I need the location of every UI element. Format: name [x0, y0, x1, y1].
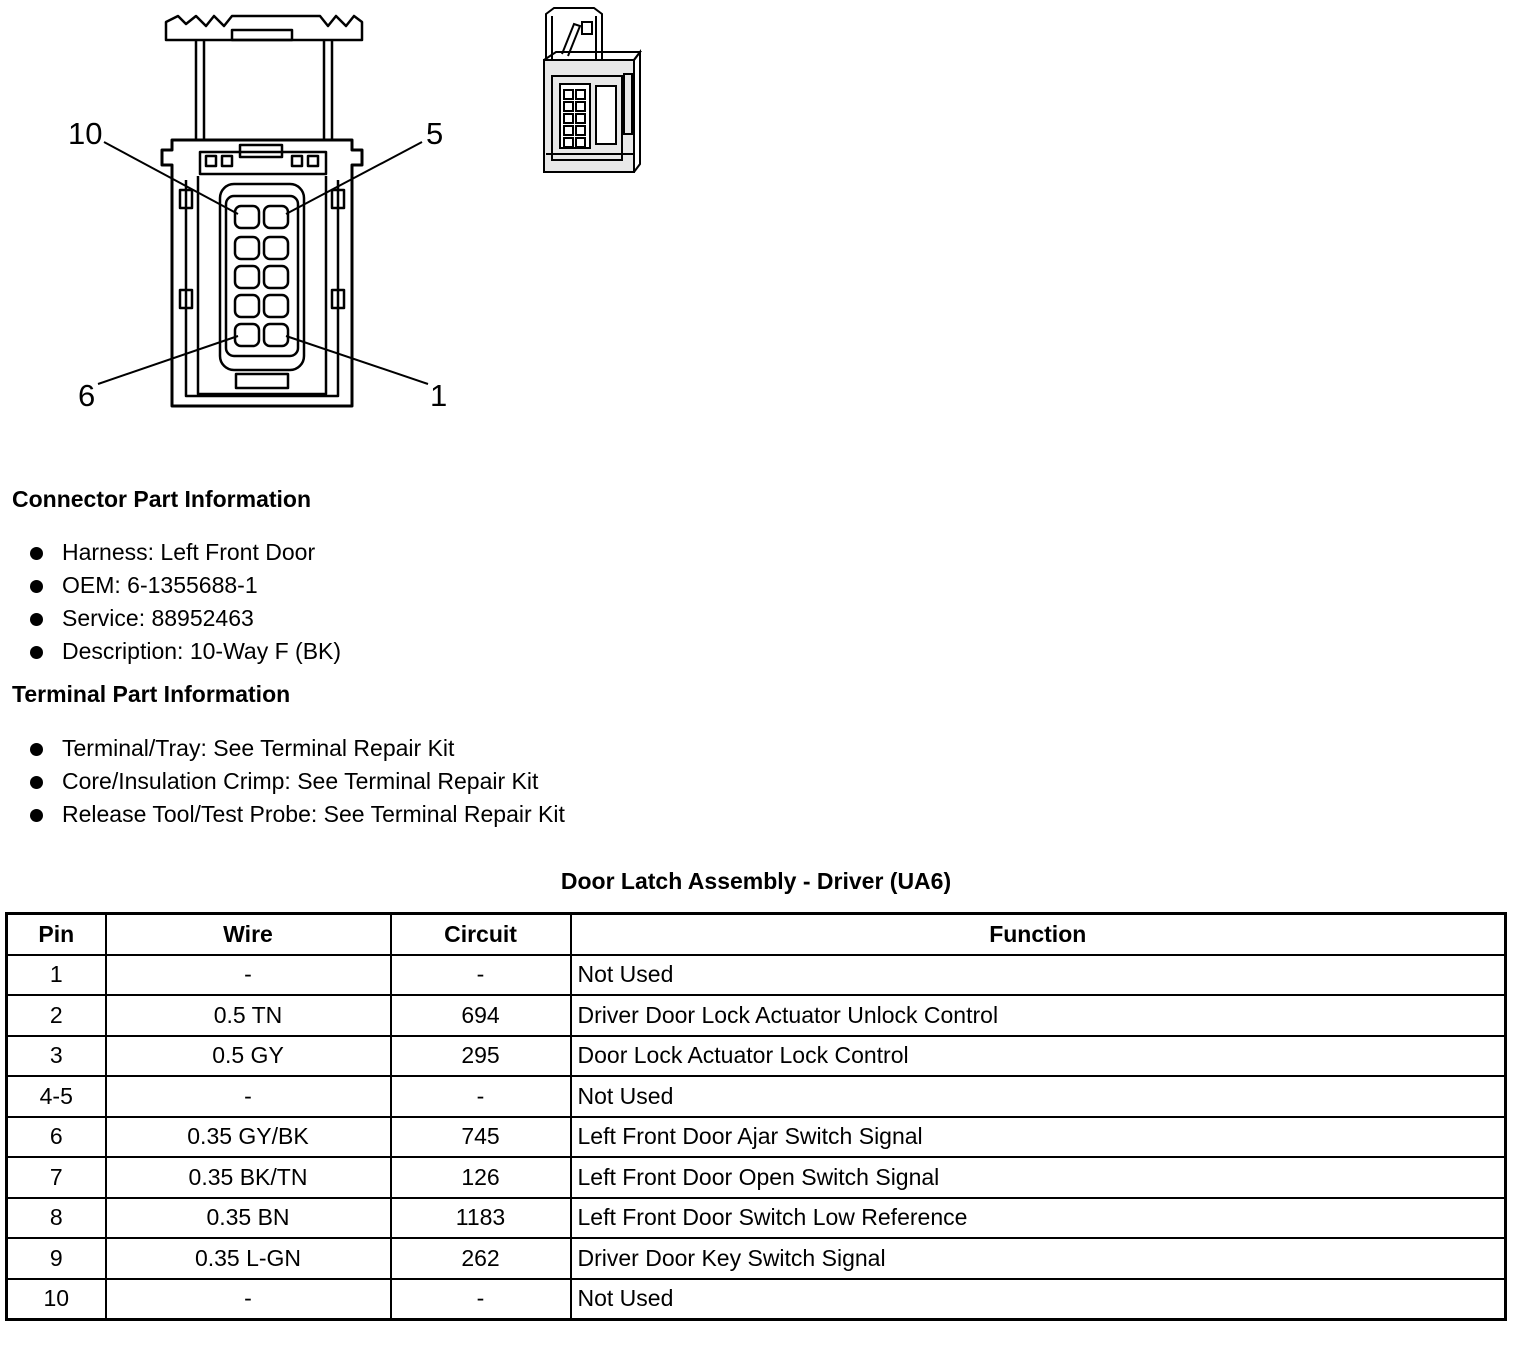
list-item: Terminal/Tray: See Terminal Repair Kit [28, 732, 565, 765]
connector-face-diagram [0, 0, 470, 420]
wire-cell: 0.35 BK/TN [106, 1157, 391, 1198]
wire-cell: 0.5 TN [106, 995, 391, 1036]
circuit-cell: - [391, 1076, 571, 1117]
function-cell: Left Front Door Open Switch Signal [571, 1157, 1506, 1198]
connector-latch [166, 16, 362, 40]
bullet-icon [30, 809, 43, 822]
bullet-icon [30, 776, 43, 789]
pin-label-10: 10 [68, 116, 103, 151]
pin-label-1: 1 [430, 378, 448, 413]
list-item: Harness: Left Front Door [28, 536, 341, 569]
circuit-cell: - [391, 1279, 571, 1320]
function-cell: Door Lock Actuator Lock Control [571, 1036, 1506, 1077]
table-row [7, 1279, 1506, 1320]
cavity-8 [235, 266, 259, 288]
connector-info-list [28, 536, 341, 668]
cavity-7 [235, 295, 259, 317]
circuit-cell: - [391, 955, 571, 996]
circuit-cell: 694 [391, 995, 571, 1036]
cavity-9 [235, 237, 259, 259]
function-cell: Not Used [571, 955, 1506, 996]
table-header-row [7, 914, 1506, 955]
table-row [7, 1117, 1506, 1158]
table-title: Door Latch Assembly - Driver (UA6) [560, 868, 952, 894]
cavity-10 [235, 206, 259, 228]
cavity-6 [235, 324, 259, 346]
bullet-icon [30, 580, 43, 593]
cavity-1 [264, 324, 288, 346]
pin-cell: 6 [7, 1117, 106, 1158]
circuit-cell: 295 [391, 1036, 571, 1077]
table-row [7, 995, 1506, 1036]
pin-cell: 2 [7, 995, 106, 1036]
pin-cell: 9 [7, 1238, 106, 1279]
wire-cell: - [106, 955, 391, 996]
connector-housing [162, 140, 362, 406]
wire-cell: 0.5 GY [106, 1036, 391, 1077]
table-row [7, 955, 1506, 996]
table-row [7, 1238, 1506, 1279]
wire-cell: - [106, 1076, 391, 1117]
header-circuit: Circuit [391, 914, 571, 955]
bullet-icon [30, 613, 43, 626]
terminal-cavities [235, 206, 288, 346]
terminal-info-list [28, 732, 565, 831]
function-cell: Driver Door Lock Actuator Unlock Control [571, 995, 1506, 1036]
list-item: Core/Insulation Crimp: See Terminal Repair Kit [28, 765, 565, 798]
pin-cell: 7 [7, 1157, 106, 1198]
pin-cell: 3 [7, 1036, 106, 1077]
connector-thumbnail [540, 4, 650, 174]
table-row [7, 1076, 1506, 1117]
function-cell: Left Front Door Switch Low Reference [571, 1198, 1506, 1239]
circuit-cell: 1183 [391, 1198, 571, 1239]
cavity-4 [264, 237, 288, 259]
pin-label-6: 6 [78, 378, 96, 413]
pin-cell: 8 [7, 1198, 106, 1239]
wire-cell: 0.35 GY/BK [106, 1117, 391, 1158]
circuit-cell: 126 [391, 1157, 571, 1198]
header-wire: Wire [106, 914, 391, 955]
wire-cell: 0.35 L-GN [106, 1238, 391, 1279]
list-item: Description: 10-Way F (BK) [28, 635, 341, 668]
circuit-cell: 262 [391, 1238, 571, 1279]
bullet-icon [30, 743, 43, 756]
pin-cell: 10 [7, 1279, 106, 1320]
header-pin: Pin [7, 914, 106, 955]
list-item: Service: 88952463 [28, 602, 341, 635]
pin-cell: 1 [7, 955, 106, 996]
connector-info-heading: Connector Part Information [12, 486, 312, 512]
terminal-info-heading: Terminal Part Information [12, 681, 291, 707]
pin-label-5: 5 [426, 116, 444, 151]
table-row [7, 1036, 1506, 1077]
list-item: Release Tool/Test Probe: See Terminal Repair Kit [28, 798, 565, 831]
table-row [7, 1157, 1506, 1198]
function-cell: Not Used [571, 1279, 1506, 1320]
cavity-2 [264, 295, 288, 317]
header-function: Function [571, 914, 1506, 955]
bullet-icon [30, 646, 43, 659]
pin-table [5, 912, 1507, 1321]
function-cell: Not Used [571, 1076, 1506, 1117]
wire-cell: 0.35 BN [106, 1198, 391, 1239]
list-item: OEM: 6-1355688-1 [28, 569, 341, 602]
function-cell: Driver Door Key Switch Signal [571, 1238, 1506, 1279]
function-cell: Left Front Door Ajar Switch Signal [571, 1117, 1506, 1158]
pin-leader-lines [98, 142, 428, 384]
pin-cell: 4-5 [7, 1076, 106, 1117]
cavity-5 [264, 206, 288, 228]
cavity-3 [264, 266, 288, 288]
table-row [7, 1198, 1506, 1239]
wire-cell: - [106, 1279, 391, 1320]
circuit-cell: 745 [391, 1117, 571, 1158]
bullet-icon [30, 547, 43, 560]
